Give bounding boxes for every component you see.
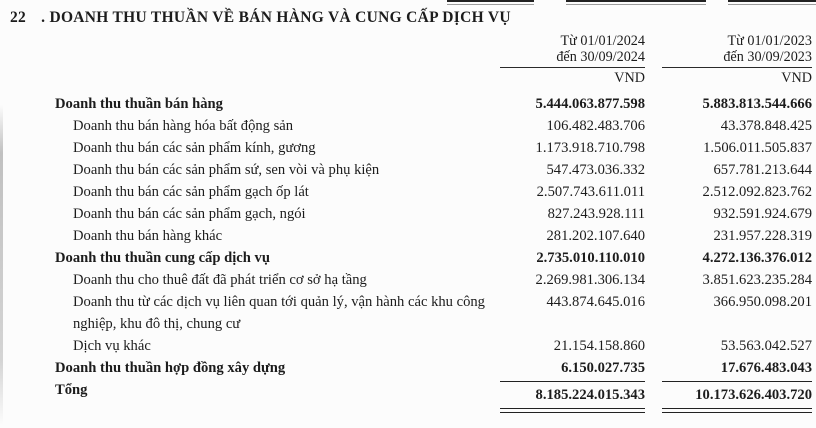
cutoff-rule-artifact (566, 0, 706, 5)
table-row (0, 291, 816, 335)
row-label: Doanh thu bán các sản phẩm gạch ốp lát (73, 184, 309, 201)
row-value-2024: 106.482.483.706 (546, 118, 645, 135)
revenue-table (0, 34, 816, 413)
row-value-2023: 366.950.098.201 (713, 294, 812, 311)
row-label: Doanh thu thuần hợp đồng xây dựng (55, 360, 286, 377)
row-value-2023: 53.563.042.527 (720, 338, 812, 355)
table-row-total (0, 379, 816, 406)
row-label: Doanh thu thuần bán hàng (55, 96, 223, 113)
table-row (0, 335, 816, 357)
period-2024-to: đến 30/09/2024 (556, 48, 645, 65)
row-value-2023: 43.378.848.425 (720, 118, 812, 135)
row-value-2024: 547.473.036.332 (546, 162, 645, 179)
unit-vnd-2023: VND (781, 70, 812, 87)
cutoff-rule-artifact (447, 0, 534, 5)
table-row (0, 137, 816, 159)
row-value-2023: 3.851.623.235.284 (702, 272, 812, 289)
note-title-text: . DOANH THU THUẦN VỀ BÁN HÀNG VÀ CUNG CẤP DỊCH VỤ (41, 9, 511, 26)
row-value-2024: 443.874.645.016 (546, 294, 645, 311)
row-value-2024: 2.507.743.611.011 (536, 184, 645, 201)
table-row (0, 203, 816, 225)
row-label: Doanh thu bán các sản phẩm sứ, sen vòi và phụ kiện (73, 162, 380, 179)
row-label: Doanh thu bán các sản phẩm kính, gương (73, 140, 316, 157)
row-value-2023: 4.272.136.376.012 (702, 250, 812, 267)
table-row-net-sales (0, 93, 816, 115)
table-row (0, 225, 816, 247)
period-2023-dates (662, 34, 812, 68)
table-row-construction (0, 357, 816, 379)
period-2024-header (500, 34, 645, 86)
double-rule-2023 (662, 406, 812, 413)
table-body (0, 93, 816, 413)
table-row (0, 269, 816, 291)
row-value-2023: 2.512.092.823.762 (702, 184, 812, 201)
row-label: Doanh thu cho thuê đất đã phát triển cơ sở hạ tầng (73, 272, 367, 289)
table-header-row (0, 34, 816, 86)
row-value-2023: 5.883.813.544.666 (702, 96, 812, 113)
total-label: Tổng (55, 382, 88, 399)
double-rule-2024 (500, 406, 645, 413)
row-value-2023: 231.957.228.319 (713, 228, 812, 245)
row-value-2024: 827.243.928.111 (547, 206, 645, 223)
note-number: 22 (10, 9, 27, 26)
row-value-2024: 1.173.918.710.798 (535, 140, 645, 157)
row-label: Doanh thu bán hàng khác (73, 228, 223, 245)
row-value-2024: 2.735.010.110.010 (536, 250, 645, 267)
table-row (0, 159, 816, 181)
row-value-2023: 17.676.483.043 (720, 360, 812, 377)
unit-vnd-2024: VND (614, 70, 645, 87)
period-2023-from: Từ 01/01/2023 (727, 33, 812, 49)
period-2024-from: Từ 01/01/2024 (560, 33, 645, 49)
row-value-2023: 1.506.011.505.837 (703, 140, 812, 157)
row-label: Dịch vụ khác (73, 338, 151, 355)
row-value-2024: 21.154.158.860 (553, 338, 645, 355)
period-2023-to: đến 30/09/2023 (723, 48, 812, 65)
table-row (0, 115, 816, 137)
row-label: Doanh thu từ các dịch vụ liên quan tới quản lý, vận hành các khu công nghiệp, khu đô thị, chung cư (73, 294, 485, 333)
total-value-2023: 10.173.626.403.720 (662, 381, 812, 406)
row-value-2024: 5.444.063.877.598 (535, 96, 645, 113)
cutoff-rule-artifact (728, 0, 816, 5)
note-title (10, 9, 816, 27)
total-double-rule-row (0, 406, 816, 413)
row-value-2024: 281.202.107.640 (546, 228, 645, 245)
table-row-net-services (0, 247, 816, 269)
row-value-2024: 2.269.981.306.134 (535, 272, 645, 289)
scan-edge-shadow (0, 105, 3, 425)
row-value-2023: 657.781.213.644 (713, 162, 812, 179)
row-value-2023: 932.591.924.679 (713, 206, 812, 223)
row-label: Doanh thu bán các sản phẩm gạch, ngói (73, 206, 306, 223)
row-label: Doanh thu bán hàng hóa bất động sản (73, 118, 294, 135)
row-value-2024: 6.150.027.735 (561, 360, 645, 377)
period-2024-dates (500, 34, 645, 68)
total-value-2024: 8.185.224.015.343 (500, 381, 645, 406)
period-2023-header (662, 34, 812, 86)
row-label: Doanh thu thuần cung cấp dịch vụ (55, 250, 270, 267)
table-row (0, 181, 816, 203)
